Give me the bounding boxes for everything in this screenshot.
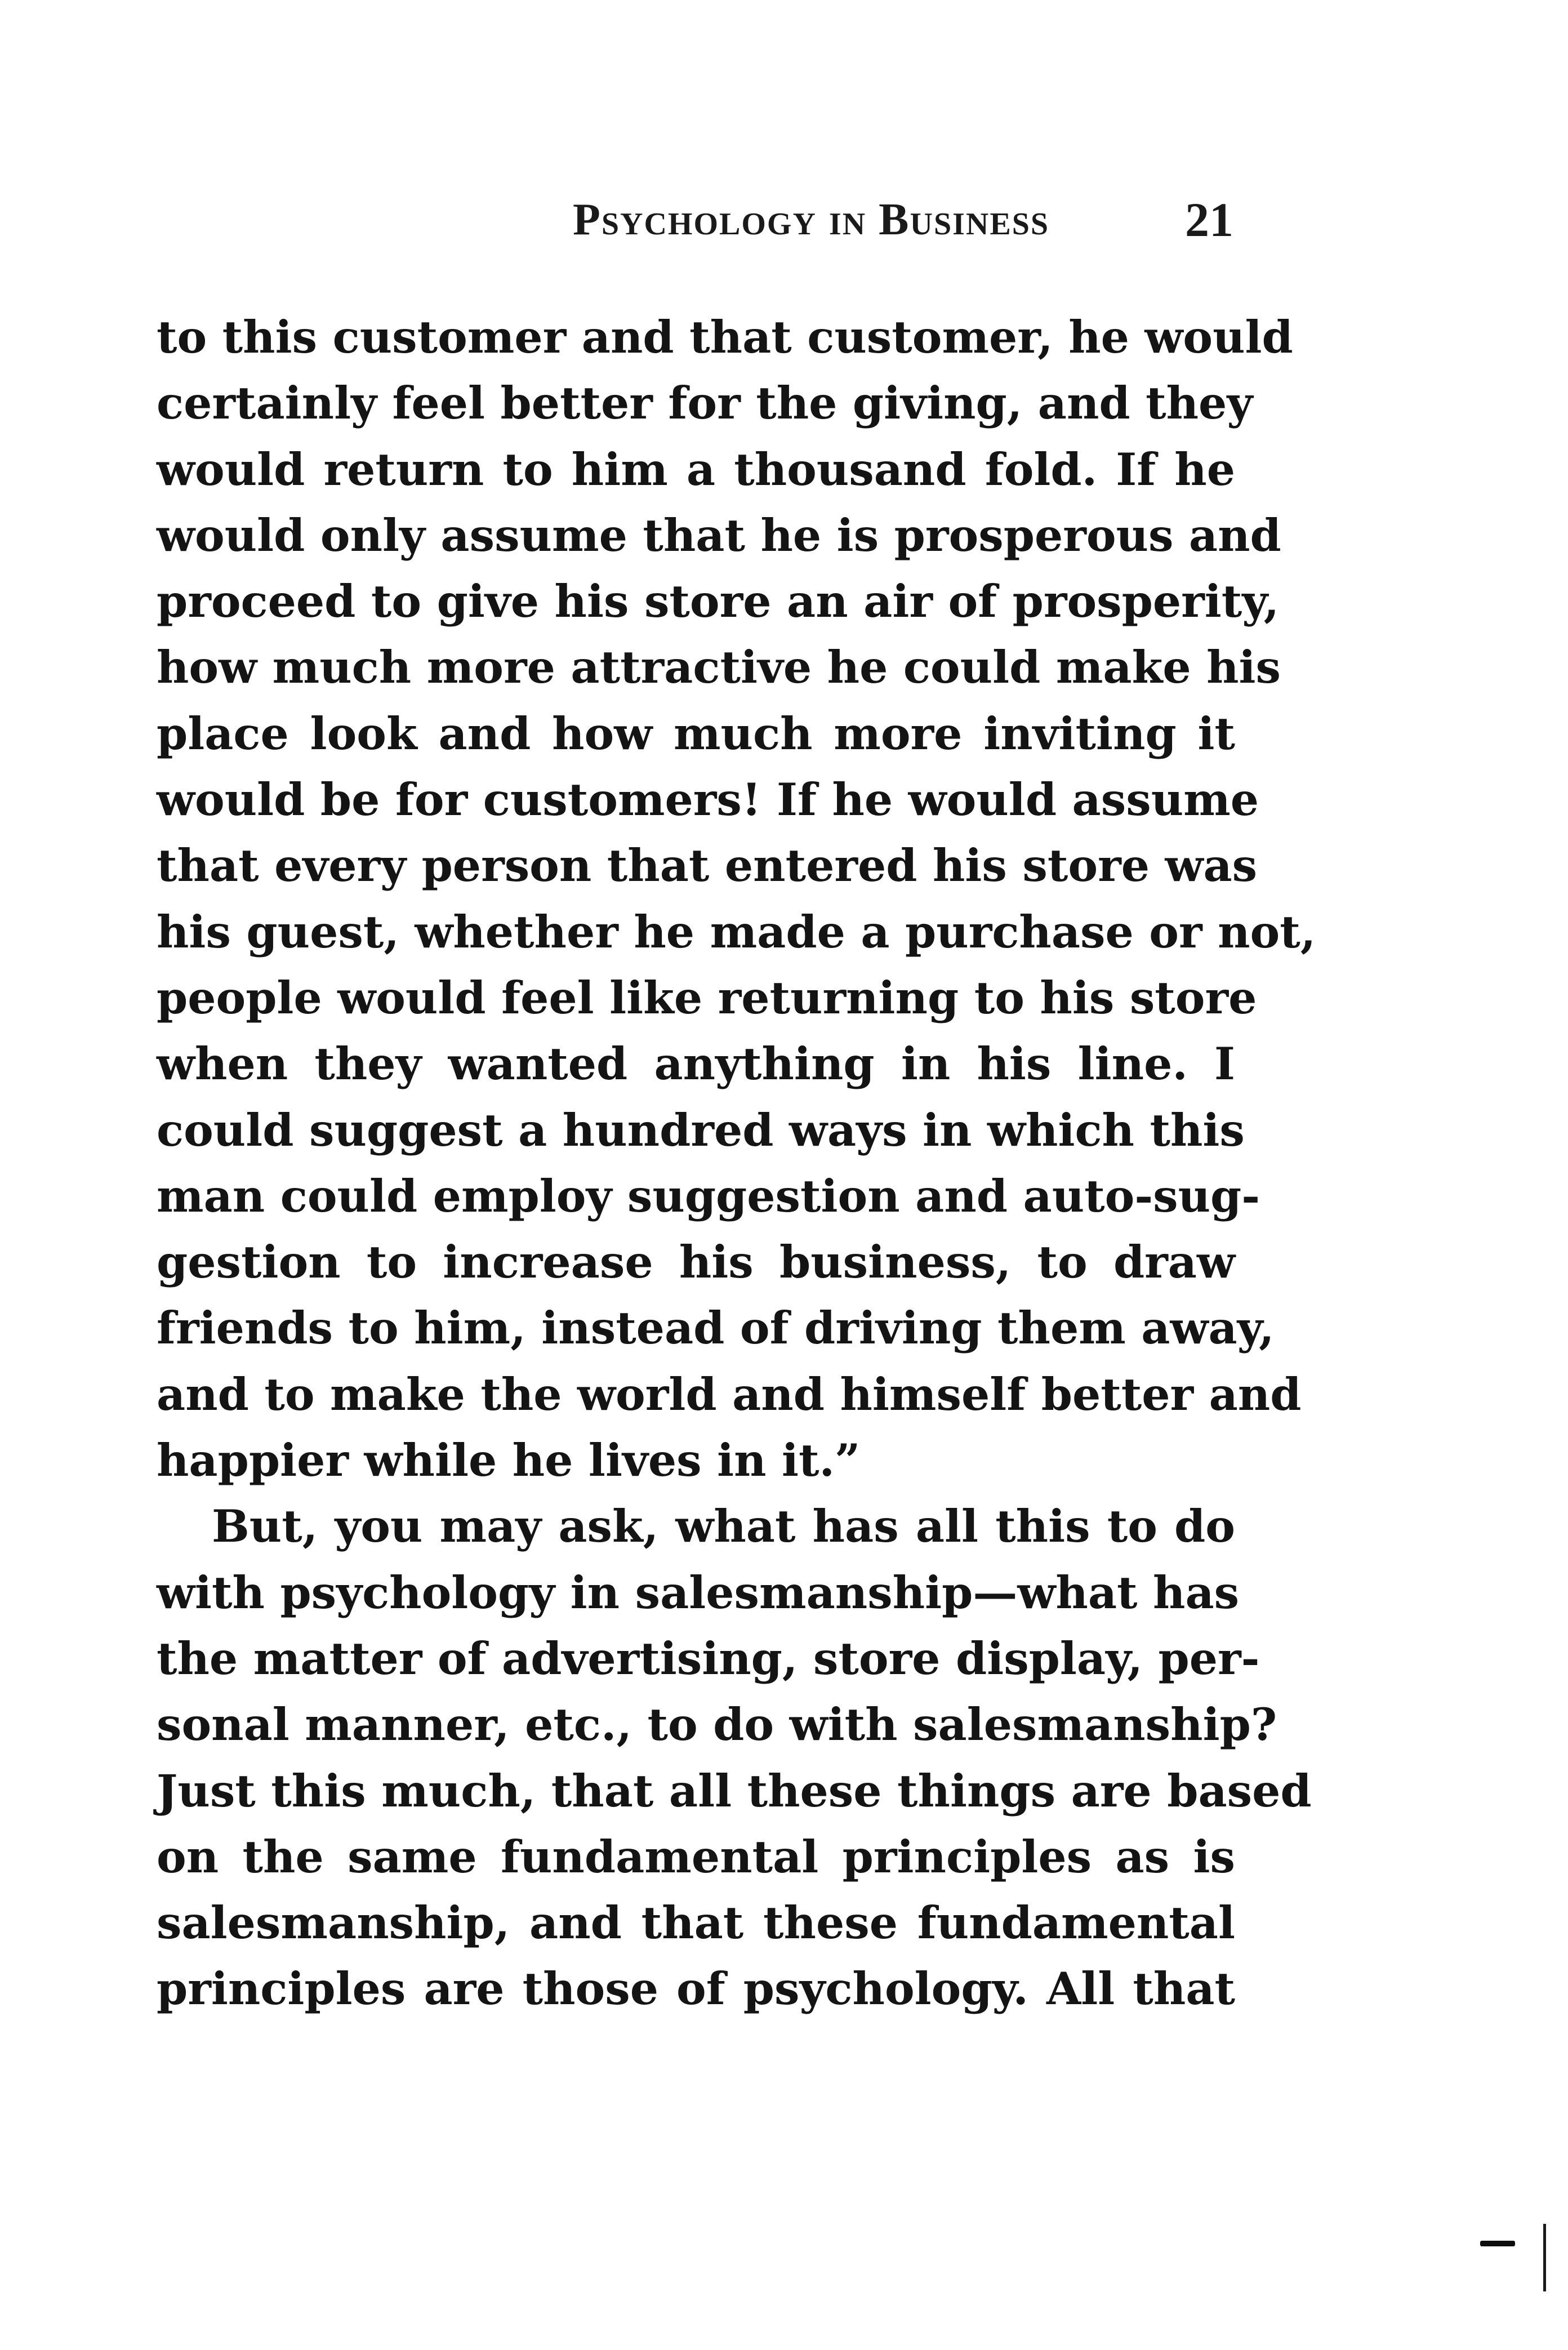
text-line: people would feel like returning to his store (157, 971, 1257, 1024)
body-text (157, 304, 1316, 2022)
text-line: Just this much, that all these things are based (157, 1764, 1312, 1817)
text-line: man could employ suggestion and auto-sug- (157, 1169, 1260, 1222)
text-line: the matter of advertising, store display, per- (157, 1632, 1260, 1685)
page-number: 21 (1185, 193, 1233, 247)
text-line: how much more attractive he could make his (157, 641, 1281, 694)
text-line: salesmanship, and that these fundamental (157, 1897, 1235, 1950)
scan-mark (1480, 2241, 1515, 2246)
text-line: with psychology in salesmanship—what has (157, 1566, 1240, 1619)
text-line: sonal manner, etc., to do with salesmanship? (157, 1698, 1277, 1751)
running-head-title: Psychology in Business (573, 195, 1049, 244)
text-line: proceed to give his store an air of prosperity, (157, 575, 1280, 628)
text-line: would be for customers! If he would assume (157, 773, 1259, 826)
text-line: friends to him, instead of driving them away, (157, 1302, 1275, 1355)
text-line: could suggest a hundred ways in which this (157, 1103, 1245, 1156)
text-line-paragraph-end: happier while he lives in it.” (157, 1434, 861, 1487)
text-line: when they wanted anything in his line. I (157, 1038, 1235, 1091)
text-line: would return to him a thousand fold. If he (157, 443, 1235, 496)
text-line: and to make the world and himself better and (157, 1368, 1302, 1421)
scan-edge-rule (1543, 2224, 1546, 2291)
text-line: place look and how much more inviting it (157, 707, 1235, 760)
text-line-paragraph-start: But, you may ask, what has all this to do (212, 1500, 1235, 1553)
text-line: that every person that entered his store was (157, 839, 1258, 892)
text-line: gestion to increase his business, to draw (157, 1236, 1235, 1289)
text-line: his guest, whether he made a purchase or not, (157, 905, 1316, 958)
text-line: certainly feel better for the giving, and they (157, 377, 1253, 430)
text-line: on the same fundamental principles as is (157, 1830, 1235, 1883)
text-line: principles are those of psychology. All that (157, 1962, 1235, 2015)
text-line: to this customer and that customer, he would (157, 311, 1293, 363)
text-line: would only assume that he is prosperous and (157, 509, 1281, 562)
